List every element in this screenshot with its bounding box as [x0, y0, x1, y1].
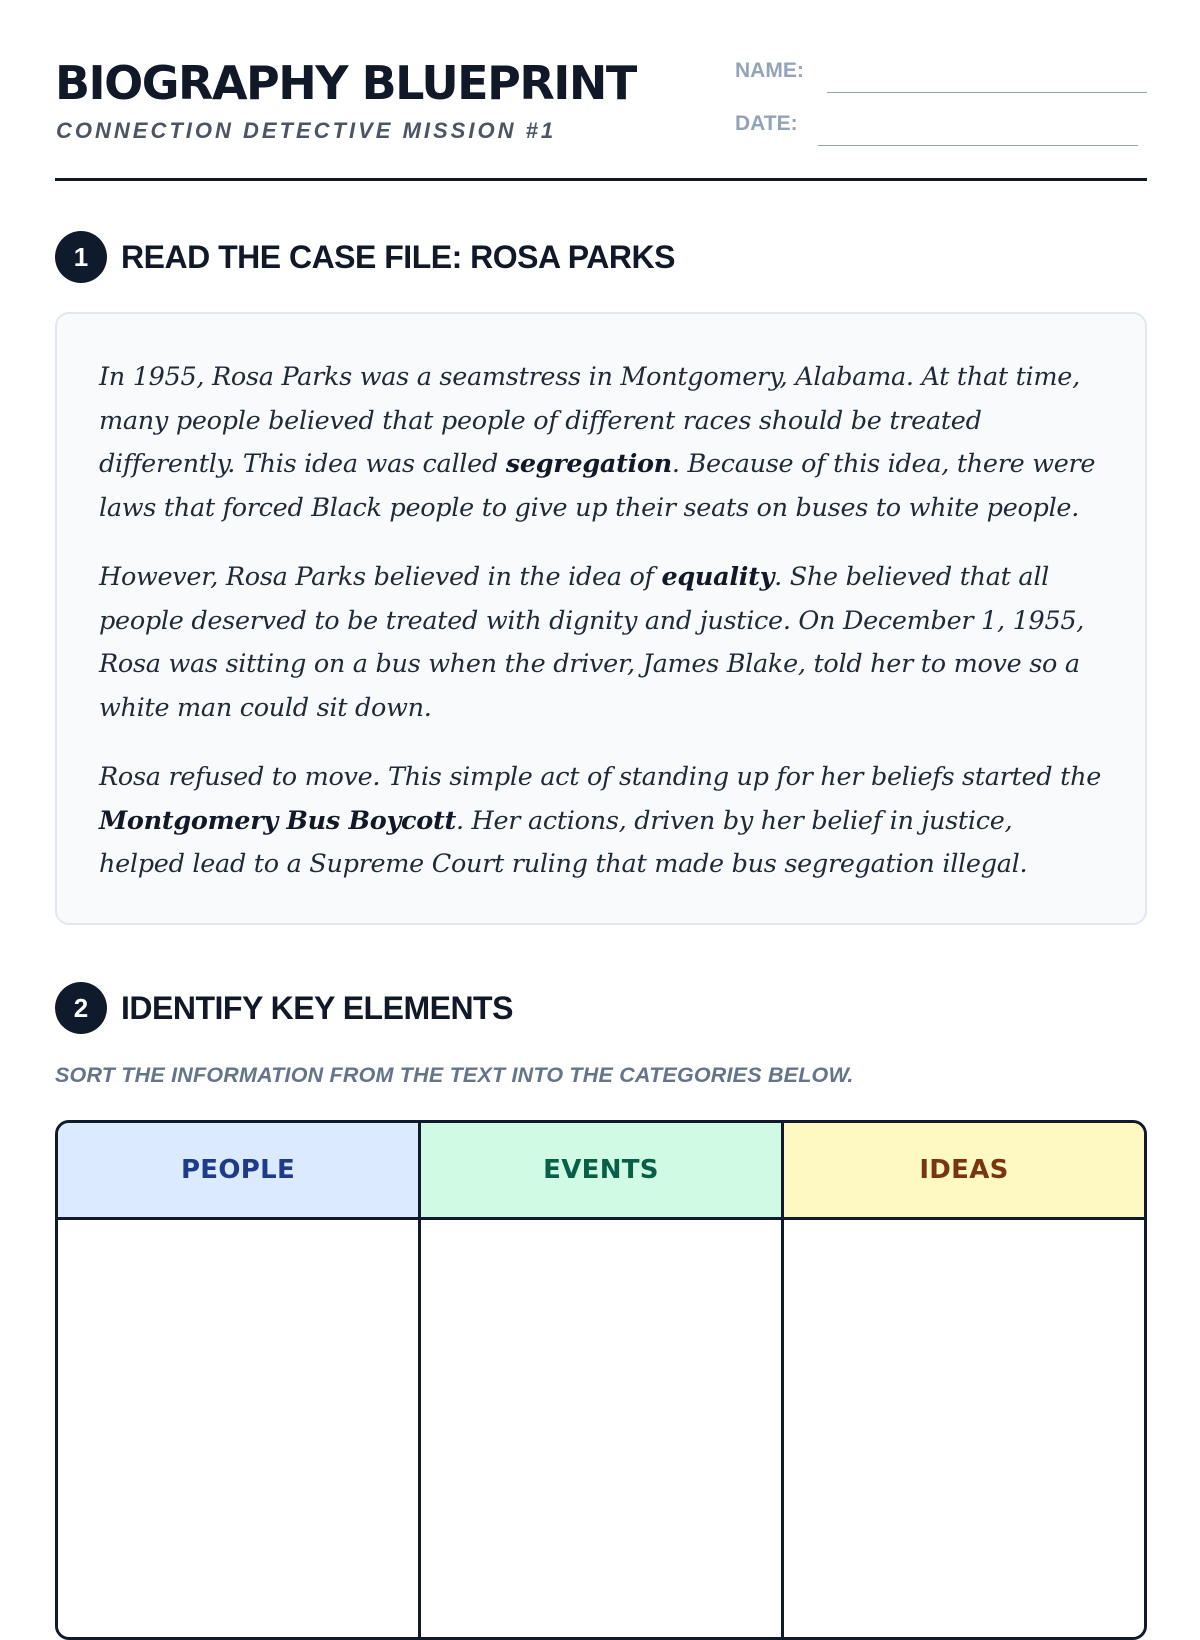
sorting-table [55, 1120, 1147, 1640]
worksheet-subtitle: CONNECTION DETECTIVE MISSION #1 [56, 118, 557, 143]
people-column [58, 1123, 421, 1637]
section-1-title: READ THE CASE FILE: ROSA PARKS [121, 239, 675, 275]
worksheet-title: BIOGRAPHY BLUEPRINT [55, 56, 636, 110]
date-input-line[interactable] [818, 145, 1138, 146]
events-column-header: EVENTS [421, 1123, 781, 1220]
section-2-number-badge: 2 [55, 982, 107, 1034]
people-column-header: PEOPLE [58, 1123, 418, 1220]
name-input-line[interactable] [827, 92, 1147, 93]
section-1-number-badge: 1 [55, 231, 107, 283]
case-file-text-box [55, 312, 1147, 925]
case-file-paragraph: However, Rosa Parks believed in the idea of equality. She believed that all people deserved to be treated with dignity and justice. On December 1, 1955, Rosa was sitting on a bus when the driver, James Blake, told her to move so a white man could sit down. [99, 562, 1085, 723]
events-column [421, 1123, 784, 1637]
section-2-title: IDENTIFY KEY ELEMENTS [121, 990, 513, 1026]
name-label: NAME: [735, 59, 804, 82]
sorting-instruction: SORT THE INFORMATION FROM THE TEXT INTO THE CATEGORIES BELOW. [55, 1063, 854, 1087]
ideas-answer-area[interactable] [784, 1220, 1144, 1640]
ideas-column-header: IDEAS [784, 1123, 1144, 1220]
case-file-paragraph: In 1955, Rosa Parks was a seamstress in Montgomery, Alabama. At that time, many people believed that people of different races should be treated differently. This idea was called segregation. Because of this idea, there were laws that forced Black people to give up their seats on buses to white people. [99, 362, 1096, 523]
events-answer-area[interactable] [421, 1220, 781, 1640]
worksheet-header [55, 55, 1147, 181]
people-answer-area[interactable] [58, 1220, 418, 1640]
date-label: DATE: [735, 112, 798, 135]
case-file-paragraph: Rosa refused to move. This simple act of standing up for her beliefs started the Montgomery Bus Boycott. Her actions, driven by her belief in justice, helped lead to a Supreme Court ruling that made bus segregation illegal. [99, 762, 1101, 879]
ideas-column [784, 1123, 1144, 1637]
